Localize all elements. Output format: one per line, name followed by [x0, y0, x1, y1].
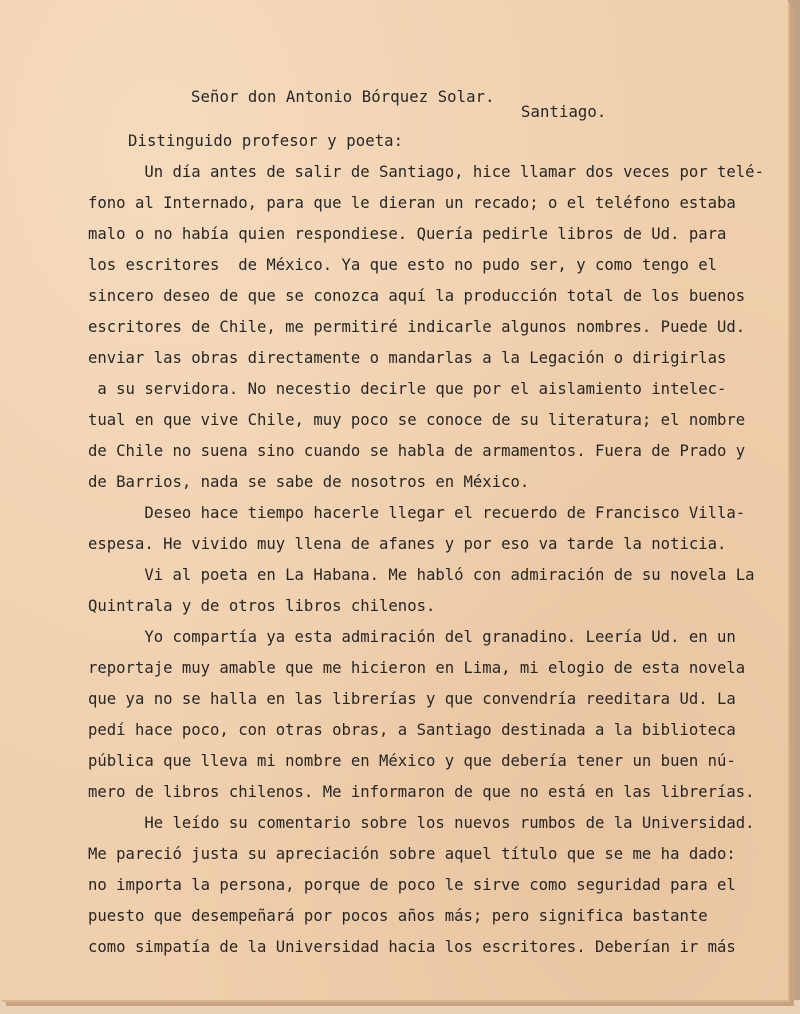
body-line: de Barrios, nada se sabe de nosotros en México.	[88, 473, 530, 491]
body-line: mero de libros chilenos. Me informaron de que no está en las librerías.	[88, 783, 755, 801]
body-line: tual en que vive Chile, muy poco se conoce de su literatura; el nombre	[88, 411, 746, 429]
page-edge-right	[788, 0, 800, 1014]
body-line: Vi al poeta en La Habana. Me habló con admiración de su novela La	[88, 566, 755, 584]
body-line: escritores de Chile, me permitiré indicarle algunos nombres. Puede Ud.	[88, 318, 746, 336]
body-line: no importa la persona, porque de poco le sirve como seguridad para el	[88, 876, 736, 894]
body-line: fono al Internado, para que le dieran un recado; o el teléfono estaba	[88, 194, 736, 212]
body-line: enviar las obras directamente o mandarlas a la Legación o dirigirlas	[88, 349, 727, 367]
body-line: sincero deseo de que se conozca aquí la producción total de los buenos	[88, 287, 746, 305]
city-line: Santiago.	[521, 103, 607, 121]
body-line: malo o no había quien respondiese. Quería pedirle libros de Ud. para	[88, 225, 727, 243]
letter-body	[88, 162, 768, 968]
body-line: espesa. He vivido muy llena de afanes y por eso va tarde la noticia.	[88, 535, 727, 553]
body-line: reportaje muy amable que me hicieron en Lima, mi elogio de esta novela	[88, 659, 746, 677]
greeting-line: Distinguido profesor y poeta:	[128, 132, 404, 150]
body-line: Me pareció justa su apreciación sobre aquel título que se me ha dado:	[88, 845, 736, 863]
body-line: los escritores de México. Ya que esto no pudo ser, y como tengo el	[88, 256, 718, 274]
body-line: de Chile no suena sino cuando se habla de armamentos. Fuera de Prado y	[88, 442, 746, 460]
body-line: como simpatía de la Universidad hacia los escritores. Deberían ir más	[88, 938, 736, 956]
body-line: He leído su comentario sobre los nuevos rumbos de la Universidad.	[88, 814, 755, 832]
body-line: puesto que desempeñará por pocos años más; pero significa bastante	[88, 907, 708, 925]
body-line: Un día antes de salir de Santiago, hice llamar dos veces por telé-	[88, 163, 764, 181]
page-edge-bottom	[0, 1000, 800, 1014]
body-line: Quintrala y de otros libros chilenos.	[88, 597, 436, 615]
body-line: que ya no se halla en las librerías y que convendría reeditara Ud. La	[88, 690, 736, 708]
body-line: a su servidora. No necestio decirle que por el aislamiento intelec-	[88, 380, 727, 398]
addressee-line: Señor don Antonio Bórquez Solar.	[191, 88, 495, 106]
body-line: Deseo hace tiempo hacerle llegar el recuerdo de Francisco Villa-	[88, 504, 746, 522]
body-line: Yo compartía ya esta admiración del granadino. Leería Ud. en un	[88, 628, 736, 646]
body-line: pedí hace poco, con otras obras, a Santiago destinada a la biblioteca	[88, 721, 736, 739]
body-line: pública que lleva mi nombre en México y que debería tener un buen nú-	[88, 752, 736, 770]
